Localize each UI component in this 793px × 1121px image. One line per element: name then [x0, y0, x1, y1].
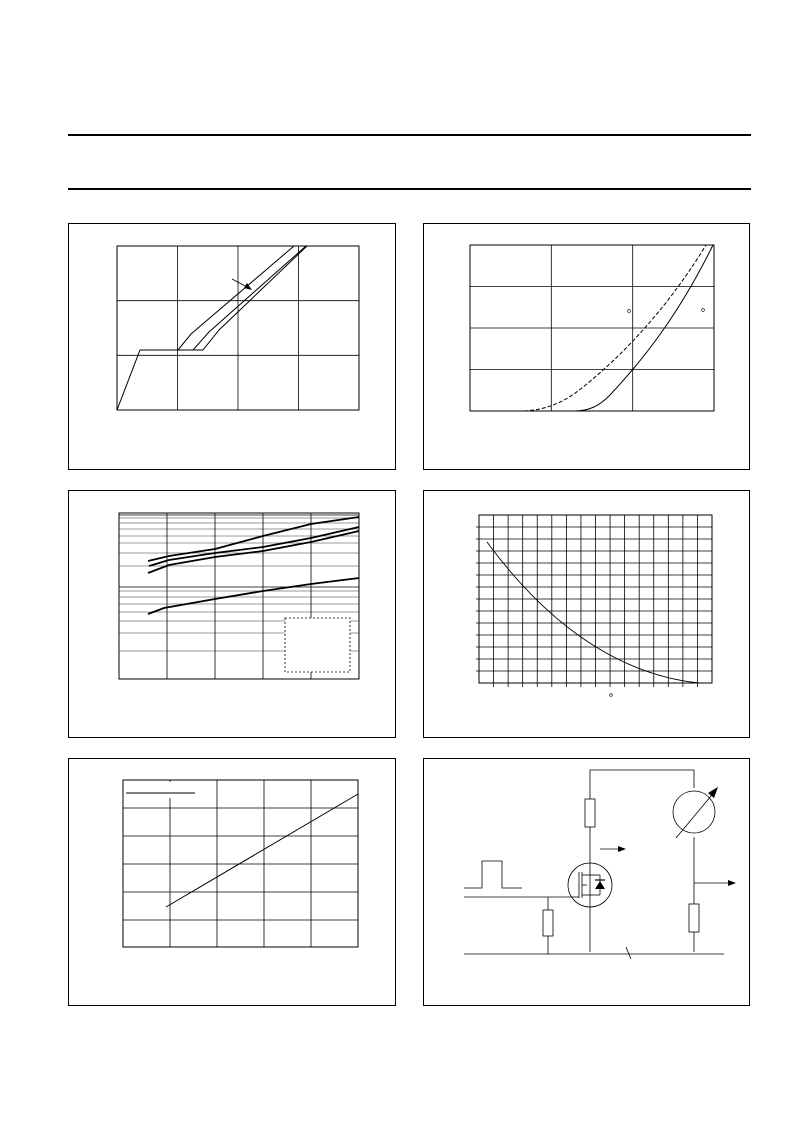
figure-panel-3 [68, 490, 396, 738]
drain-resistor [585, 799, 595, 827]
figure-panel-4 [423, 490, 750, 738]
header-rule-top [68, 134, 751, 136]
pulse-input-icon [464, 861, 522, 888]
header-rule-bottom [68, 188, 751, 190]
current-arrow-icon [600, 846, 626, 852]
output-arrow-icon [694, 880, 736, 886]
figure-2-plot [424, 224, 751, 471]
figure-panel-6 [423, 758, 750, 1006]
figure-5-plot [69, 759, 397, 1007]
figure-1-grid [117, 246, 359, 410]
figure-6-circuit [424, 759, 751, 1007]
ground-mark [626, 947, 631, 959]
figure-4-plot [424, 491, 751, 739]
figure-3-curves [148, 517, 359, 614]
figure-1-plot [69, 224, 397, 471]
figure-4-grid [476, 515, 712, 687]
figure-3-decade-lines [119, 515, 359, 587]
figure-1-curves [117, 246, 307, 410]
sense-resistor [689, 904, 699, 932]
meter-icon [673, 787, 718, 838]
figure-panel-1 [68, 223, 396, 470]
figure-2-grid [470, 245, 714, 411]
figure-panel-5 [68, 758, 396, 1006]
figure-2-marker-b [702, 309, 705, 312]
mosfet-icon [568, 863, 612, 907]
figure-panel-2 [423, 223, 750, 470]
figure-3-plot [69, 491, 397, 739]
figure-4-marker [610, 694, 613, 697]
figure-5-line [166, 794, 358, 907]
figure-2-marker-a [628, 310, 631, 313]
gate-resistor [543, 910, 553, 936]
figure-3-inset-box [285, 618, 350, 672]
